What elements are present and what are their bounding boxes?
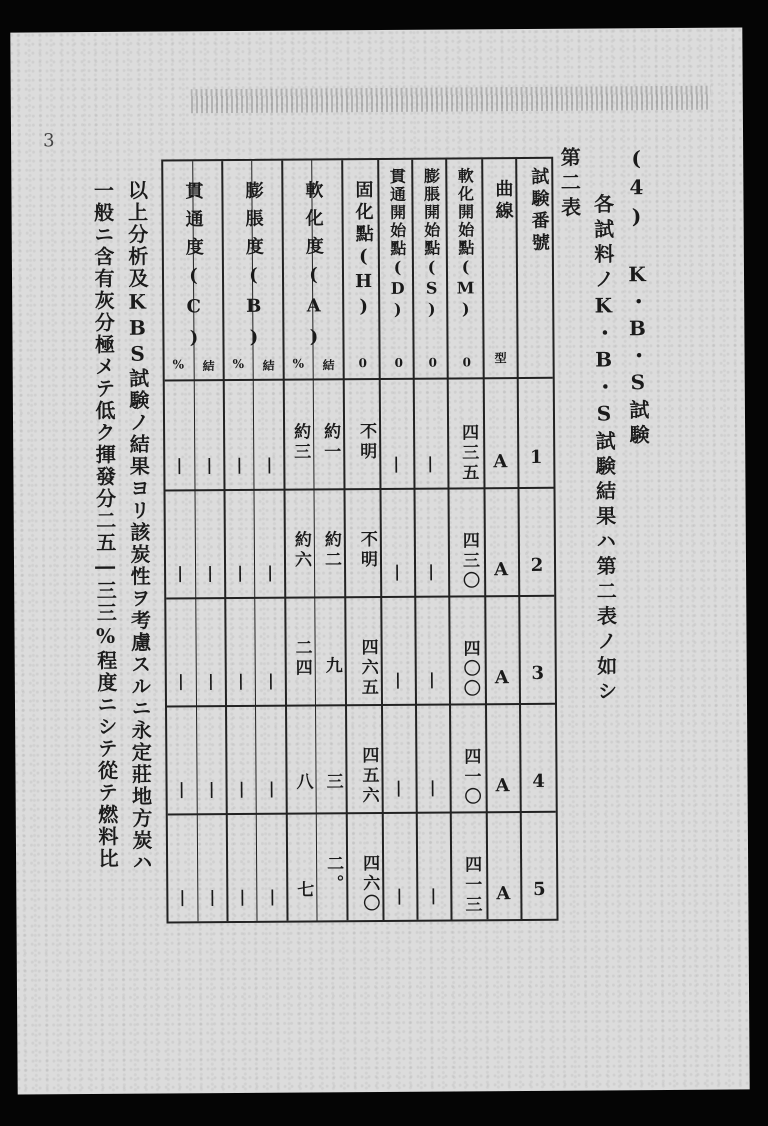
cell-softening-2: 約六 bbox=[290, 530, 312, 571]
col-header-curve: 曲線 bbox=[492, 179, 514, 224]
sub-penetration-2: % bbox=[172, 357, 185, 372]
col-header-penetration-start: 貫通開始點(D) bbox=[387, 167, 408, 321]
cell-swelling-1: | bbox=[269, 886, 276, 906]
cell-test-no: 5 bbox=[532, 878, 546, 900]
col-header-softening-degree: 軟化度(A) bbox=[302, 180, 325, 358]
intro-text: 各試料ノK・B・S試験結果ハ第二表ノ如シ bbox=[590, 193, 619, 706]
cell-penetration-start: | bbox=[394, 561, 401, 581]
cell-swelling-2: | bbox=[239, 886, 246, 906]
cell-penetration-2: | bbox=[178, 779, 185, 799]
document-page bbox=[10, 27, 749, 1094]
cell-solidification: 四六五 bbox=[357, 638, 378, 699]
cell-softening-2: 約三 bbox=[290, 422, 311, 463]
cell-penetration-2: | bbox=[177, 563, 184, 583]
cell-penetration-start: | bbox=[395, 777, 402, 797]
sub-penetration-1: 結 bbox=[202, 359, 215, 374]
unit-swelling-start: 0 bbox=[428, 355, 438, 370]
cell-swelling-2: | bbox=[236, 454, 243, 474]
cell-penetration-start: | bbox=[393, 453, 400, 473]
cell-softening-start: 四三五 bbox=[458, 423, 479, 484]
cell-penetration-start: | bbox=[394, 669, 401, 689]
cell-softening-2: 八 bbox=[292, 772, 313, 793]
cell-swelling-2: | bbox=[237, 562, 244, 582]
top-scribble bbox=[191, 86, 711, 114]
cell-penetration-2: | bbox=[176, 455, 183, 475]
cell-penetration-start: | bbox=[396, 885, 403, 905]
unit-curve: 型 bbox=[494, 351, 507, 366]
cell-curve: A bbox=[494, 667, 509, 689]
sub-swelling-1: 結 bbox=[262, 358, 275, 373]
col-header-penetration-degree: 貫通度(C) bbox=[182, 181, 205, 359]
col-divider bbox=[221, 161, 228, 921]
cell-swelling-2: | bbox=[237, 670, 244, 690]
cell-test-no: 1 bbox=[529, 446, 543, 468]
col-header-swelling-degree: 膨脹度(B) bbox=[242, 180, 265, 358]
cell-solidification: 四五六 bbox=[358, 746, 379, 807]
cell-softening-start: 四一三 bbox=[461, 855, 482, 916]
section-heading: (4) K・B・S試験 bbox=[624, 146, 651, 450]
cell-swelling-start: | bbox=[428, 561, 435, 581]
table-label: 第二表 bbox=[557, 146, 582, 222]
cell-swelling-start: | bbox=[427, 453, 434, 473]
results-table bbox=[161, 157, 558, 924]
cell-curve: A bbox=[494, 559, 509, 581]
cell-swelling-1: | bbox=[268, 778, 275, 798]
sub-swelling-2: % bbox=[232, 356, 245, 372]
cell-softening-start: 四三〇 bbox=[458, 531, 480, 592]
cell-curve: A bbox=[496, 883, 511, 905]
cell-curve: A bbox=[493, 451, 508, 473]
cell-swelling-start: | bbox=[429, 777, 436, 797]
cell-penetration-1: | bbox=[207, 563, 214, 583]
cell-test-no: 2 bbox=[530, 554, 544, 576]
cell-swelling-2: | bbox=[238, 778, 245, 798]
col-divider bbox=[411, 160, 418, 920]
col-divider bbox=[445, 160, 452, 920]
cell-swelling-1: | bbox=[267, 670, 274, 690]
cell-softening-2: 二四 bbox=[291, 638, 312, 679]
conclusion-line-2: 一般ニ含有灰分極メテ低ク揮發分二五―三三%程度ニシテ從テ燃料比 bbox=[90, 179, 120, 870]
cell-swelling-1: | bbox=[267, 562, 274, 582]
cell-softening-start: 四〇〇 bbox=[459, 639, 480, 700]
cell-softening-1: 九 bbox=[321, 656, 342, 677]
page-mark: 3 bbox=[42, 130, 55, 152]
col-header-swelling-start: 膨脹開始點(S) bbox=[421, 167, 442, 321]
unit-penetration-start: 0 bbox=[394, 355, 404, 370]
cell-curve: A bbox=[495, 775, 510, 797]
cell-test-no: 3 bbox=[531, 662, 545, 684]
cell-penetration-1: | bbox=[208, 779, 215, 799]
cell-softening-2: 七 bbox=[293, 880, 314, 901]
cell-softening-1: 約二 bbox=[320, 530, 342, 571]
cell-test-no: 4 bbox=[532, 770, 545, 792]
cell-solidification: 四六〇 bbox=[359, 854, 380, 915]
unit-solidification: 0 bbox=[358, 356, 368, 371]
cell-softening-1: 二。 bbox=[323, 854, 344, 895]
cell-penetration-1: | bbox=[207, 671, 214, 691]
cell-swelling-start: | bbox=[428, 669, 435, 689]
cell-solidification: 不明 bbox=[356, 422, 377, 463]
cell-swelling-start: | bbox=[430, 885, 437, 905]
col-header-solidification: 固化點(H) bbox=[352, 180, 375, 322]
conclusion-line-1: 以上分析及KBS試験ノ結果ヨリ該炭性ヲ考慮スルニ永定莊地方炭ハ bbox=[124, 179, 154, 874]
cell-softening-1: 約一 bbox=[320, 422, 341, 463]
sub-softening-1: 結 bbox=[322, 358, 335, 373]
unit-softening-start: 0 bbox=[462, 355, 472, 370]
cell-penetration-2: | bbox=[179, 887, 186, 907]
cell-penetration-1: | bbox=[209, 887, 216, 907]
sub-softening-2: % bbox=[292, 356, 305, 371]
cell-penetration-1: | bbox=[206, 455, 213, 475]
cell-softening-1: 三 bbox=[322, 772, 343, 793]
cell-swelling-1: | bbox=[266, 454, 273, 474]
col-divider bbox=[515, 159, 522, 919]
cell-solidification: 不明 bbox=[356, 530, 378, 571]
cell-softening-start: 四一〇 bbox=[460, 747, 481, 808]
cell-penetration-2: | bbox=[177, 671, 184, 691]
col-header-softening-start: 軟化開始點(M) bbox=[455, 167, 476, 321]
col-header-test-no: 試験番號 bbox=[528, 166, 550, 255]
